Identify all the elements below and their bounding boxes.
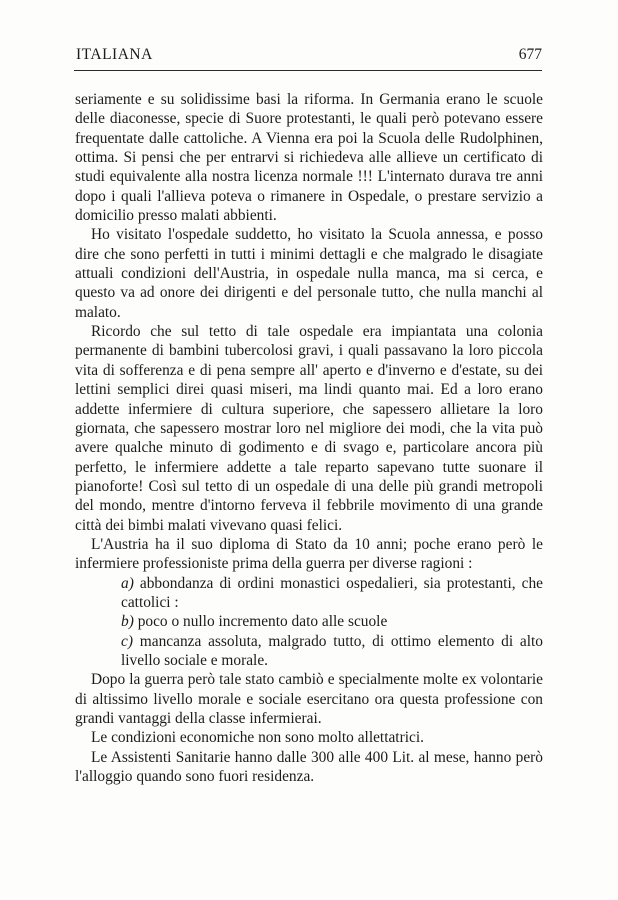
list-item-a	[75, 574, 543, 613]
list-text-c: mancanza assoluta, malgrado tutto, di ottimo elemento di alto livello sociale e morale.	[121, 632, 543, 669]
page-number: 677	[518, 46, 542, 63]
list-marker-c: c)	[121, 632, 133, 650]
paragraph-6: Le condizioni economiche non sono molto allettatrici.	[91, 729, 424, 747]
page-body	[75, 90, 543, 786]
list-item-b	[75, 612, 543, 631]
list-marker-b: b)	[121, 613, 134, 631]
paragraph-3: Ricordo che sul tetto di tale ospedale era impiantata una colonia permanente di bambini tubercolosi gravi, i quali passavano la loro piccola vita di sofferenza e di pena sempre all' aperto e d'inverno e d'estate, su dei lettini semplici direi quasi miseri, ma lindi quanto mai. Ed a loro erano addette infermiere di cultura superiore, che sapessero allietare la loro giornata, che sapessero mostrar loro nel migliore dei modi, che la vita può avere qualche minuto di godimento e di svago e, particolare ancora più perfetto, le infermiere addette a tale reparto sapevano tutte suonare il pianoforte! Così sul tetto di un ospedale di una delle più grandi metropoli del mondo, mentre d'intorno ferveva il febbrile movimento di una grande città dei bimbi malati vivevano quasi felici.	[75, 323, 543, 534]
list-text-b: poco o nullo incremento dato alle scuole	[137, 613, 388, 631]
running-title: ITALIANA	[76, 46, 153, 63]
paragraph-1: seriamente e su solidissime basi la riforma. In Germania erano le scuole delle diaconesse, specie di Suore protestanti, le quali però potevano essere frequentate dalle cattoliche. A Vienna era poi la Scuola delle Rudolphinen, ottima. Si pensi che per entrarvi si richiedeva alle allieve un certificato di studi equivalente alla nostra licenza normale !!! L'internato durava tre anni dopo i quali l'allieva poteva o rimanere in Ospedale, o prestare servizio a domicilio presso malati abbienti.	[75, 91, 543, 225]
paragraph-2: Ho visitato l'ospedale suddetto, ho visitato la Scuola annessa, e posso dire che sono perfetti in tutti i minimi dettagli e che malgrado le disagiate attuali condizioni dell'Austria, in ospedale nulla manca, ma si cerca, e questo va ad onore dei dirigenti e del personale tutto, che nulla manchi al malato.	[75, 226, 543, 321]
list-item-c	[75, 632, 543, 671]
paragraph-5: Dopo la guerra però tale stato cambiò e specialmente molte ex volontarie di altissimo livello morale e sociale esercitano ora questa professione con grandi vantaggi della classe infermierai.	[75, 671, 543, 727]
paragraph-4: L'Austria ha il suo diploma di Stato da 10 anni; poche erano però le infermiere professioniste prima della guerra per diverse ragioni :	[75, 535, 543, 573]
list-marker-a: a)	[121, 574, 134, 592]
list-text-a: abbondanza di ordini monastici ospedalieri, sia protestanti, che cattolici :	[121, 574, 543, 611]
header-rule	[74, 70, 542, 71]
running-header	[76, 46, 542, 68]
paragraph-7: Le Assistenti Sanitarie hanno dalle 300 alle 400 Lit. al mese, hanno però l'alloggio quando sono fuori residenza.	[75, 748, 543, 786]
